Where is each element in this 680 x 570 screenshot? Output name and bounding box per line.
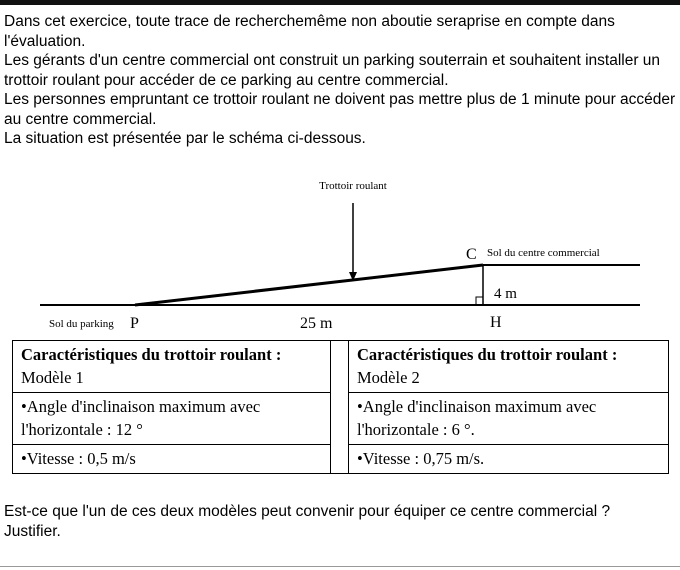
intro-paragraph-3: Les personnes empruntant ce trottoir roulant ne doivent pas mettre plus de 1 minute pour accéder au centre commercial. — [4, 91, 676, 128]
bullet: • — [21, 449, 27, 468]
specs-table — [12, 340, 669, 474]
top-header-bar — [0, 0, 680, 5]
table-row — [13, 341, 669, 393]
model1-name: Modèle 1 — [21, 368, 84, 387]
intro-paragraph-4: La situation est présentée par le schéma ci-dessous. — [4, 130, 366, 147]
intro-text — [4, 12, 676, 149]
model2-speed: Vitesse : 0,75 m/s. — [362, 449, 485, 468]
intro-paragraph-2: Les gérants d'un centre commercial ont construit un parking souterrain et souhaitent installer un trottoir roulant pour accéder de ce parking au centre commercial. — [4, 52, 661, 89]
label-height: 4 m — [494, 286, 517, 302]
label-sol-centre: Sol du centre commercial — [487, 247, 600, 259]
model1-cell — [13, 341, 331, 393]
model1-angle-cell — [13, 393, 331, 445]
question-line-2: Justifier. — [4, 522, 61, 540]
label-h: H — [490, 314, 502, 331]
model1-angle: Angle d'inclinaison maximum avec l'horizontale : 12 ° — [21, 397, 261, 439]
question-text — [4, 502, 676, 541]
gap-cell — [331, 341, 349, 474]
right-angle-mark — [476, 297, 483, 305]
question-line-1: Est-ce que l'un de ces deux modèles peut convenir pour équiper ce centre commercial ? — [4, 503, 611, 520]
intro-paragraph-1: Dans cet exercice, toute trace de recherchemême non aboutie seraprise en compte dans l'évaluation. — [4, 13, 615, 50]
bullet: • — [357, 449, 363, 468]
model2-angle: Angle d'inclinaison maximum avec l'horizontale : 6 °. — [357, 397, 597, 439]
label-c: C — [466, 246, 477, 263]
label-length: 25 m — [300, 315, 333, 332]
ramp-line — [135, 265, 483, 305]
model2-speed-cell — [349, 445, 669, 474]
model1-speed: Vitesse : 0,5 m/s — [26, 449, 136, 468]
model1-speed-cell — [13, 445, 331, 474]
model1-header: Caractéristiques du trottoir roulant : — [21, 345, 282, 364]
model2-name: Modèle 2 — [357, 368, 420, 387]
bullet: • — [357, 397, 363, 416]
bottom-divider — [0, 566, 680, 567]
label-p: P — [130, 315, 139, 332]
model2-angle-cell — [349, 393, 669, 445]
bullet: • — [21, 397, 27, 416]
model2-header: Caractéristiques du trottoir roulant : — [357, 345, 618, 364]
model2-cell — [349, 341, 669, 393]
parking-diagram — [0, 175, 680, 335]
label-sol-parking: Sol du parking — [49, 318, 114, 330]
label-trottoir: Trottoir roulant — [319, 180, 387, 192]
